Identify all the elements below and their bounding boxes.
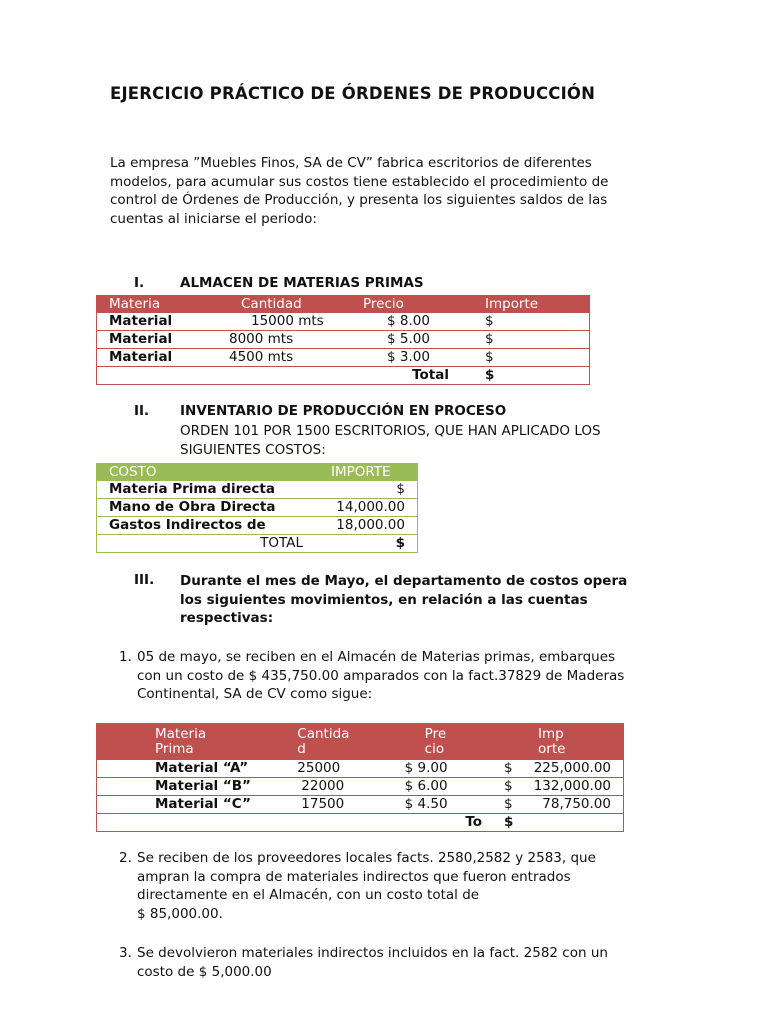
total-value: $	[319, 535, 418, 553]
list-line: costo de $ 5,000.00	[137, 963, 272, 980]
cell	[97, 367, 230, 385]
col-header: Materia	[97, 296, 230, 314]
cell	[522, 814, 624, 832]
cell: $	[492, 778, 522, 796]
cell: Material “A”	[97, 760, 286, 778]
list-line: Se devolvieron materiales indirectos incluidos en la fact. 2582 con un	[137, 945, 608, 961]
table-header-row	[97, 296, 590, 314]
cell	[97, 814, 286, 832]
cell	[285, 814, 386, 832]
cell: Mano de Obra Directa	[97, 499, 320, 517]
embarques-table	[96, 723, 624, 832]
cell: $ 8.00	[351, 313, 473, 331]
cell: Material	[97, 313, 230, 331]
list-line: con un costo de $ 435,750.00 amparados con la fact.37829 de Maderas	[137, 667, 625, 684]
col-header: COSTO	[97, 464, 320, 482]
list-number: 1.	[119, 649, 132, 665]
list-line: directamente en el Almacén, con un costo total de	[137, 887, 480, 903]
cell: Materia Prima directa	[97, 481, 320, 499]
list-item-3	[119, 944, 679, 984]
cell: $	[492, 796, 522, 814]
cell: $ 4.50	[387, 796, 492, 814]
list-line: Se reciben de los proveedores locales facts. 2580,2582 y 2583, que	[137, 850, 596, 866]
col-header: Precio	[351, 296, 473, 314]
cell: 17500	[285, 796, 386, 814]
table-row	[97, 778, 624, 796]
total-label: To	[387, 814, 492, 832]
table-header-row	[97, 724, 624, 761]
intro-line: La empresa ”Muebles Finos, SA de CV” fabrica escritorios de diferentes	[110, 155, 592, 171]
section-3-number: III.	[134, 572, 155, 588]
section-1-number: I.	[134, 275, 145, 291]
total-label: TOTAL	[97, 535, 320, 553]
section-2-subtitle: ORDEN 101 POR 1500 ESCRITORIOS, QUE HAN APLICADO LOS	[180, 423, 601, 439]
table-row	[97, 760, 624, 778]
cell: Material	[97, 349, 230, 367]
cell: Gastos Indirectos de	[97, 517, 320, 535]
cell: $ 6.00	[387, 778, 492, 796]
cell: $	[319, 481, 418, 499]
section-2-subtitle: SIGUIENTES COSTOS:	[180, 442, 326, 458]
cell: $	[473, 313, 590, 331]
total-value: $	[473, 367, 590, 385]
list-line: 05 de mayo, se reciben en el Almacén de Materias primas, embarques	[137, 649, 616, 665]
col-header: Importe	[473, 296, 590, 314]
table-total-row	[97, 535, 418, 553]
document-title: EJERCICIO PRÁCTICO DE ÓRDENES DE PRODUCCIÓN	[110, 84, 596, 103]
table-total-row	[97, 367, 590, 385]
materias-primas-table	[96, 295, 590, 385]
intro-line: cuentas al iniciarse el periodo:	[110, 210, 317, 227]
intro-paragraph	[110, 154, 650, 228]
cell: 25000	[285, 760, 386, 778]
cell: $	[492, 760, 522, 778]
total-value: $	[492, 814, 522, 832]
cell: Material “B”	[97, 778, 286, 796]
cell: $	[473, 349, 590, 367]
table-row	[97, 331, 590, 349]
total-label: Total	[351, 367, 473, 385]
list-text	[137, 849, 657, 923]
table-total-row	[97, 814, 624, 832]
table-row	[97, 349, 590, 367]
col-header: Imp orte	[492, 724, 623, 761]
col-header: IMPORTE	[319, 464, 418, 482]
cell: 18,000.00	[319, 517, 418, 535]
table-row	[97, 313, 590, 331]
section-1-title: ALMACEN DE MATERIAS PRIMAS	[180, 275, 424, 291]
cell: 132,000.00	[522, 778, 624, 796]
section-2-number: II.	[134, 403, 150, 419]
cell: 225,000.00	[522, 760, 624, 778]
cell: 8000 mts	[229, 331, 351, 349]
section-3-text	[180, 572, 627, 628]
intro-line: modelos, para acumular sus costos tiene establecido el procedimiento de	[110, 173, 609, 190]
table-header-row	[97, 464, 418, 482]
cell: 78,750.00	[522, 796, 624, 814]
list-item-1	[119, 648, 679, 708]
table-row	[97, 796, 624, 814]
list-item-2	[119, 849, 679, 925]
list-text	[137, 944, 657, 981]
costos-table	[96, 463, 418, 553]
table-row	[97, 517, 418, 535]
cell: Material “C”	[97, 796, 286, 814]
cell: $ 9.00	[387, 760, 492, 778]
list-line: Continental, SA de CV como sigue:	[137, 686, 373, 702]
section-3-line: Durante el mes de Mayo, el departamento de costos opera	[180, 573, 628, 589]
list-text	[137, 648, 657, 704]
cell: 22000	[285, 778, 386, 796]
list-number: 3.	[119, 945, 132, 961]
cell: $ 3.00	[351, 349, 473, 367]
cell: 15000 mts	[229, 313, 351, 331]
table-row	[97, 481, 418, 499]
col-header: Pre cio	[387, 724, 492, 761]
cell	[229, 367, 351, 385]
cell: Material	[97, 331, 230, 349]
section-3-line: respectivas:	[180, 610, 274, 626]
col-header: Cantida d	[285, 724, 386, 761]
section-3-line: los siguientes movimientos, en relación a las cuentas	[180, 591, 588, 608]
cell: $	[473, 331, 590, 349]
col-header: Materia Prima	[97, 724, 286, 761]
table-row	[97, 499, 418, 517]
col-header: Cantidad	[229, 296, 351, 314]
cell: 4500 mts	[229, 349, 351, 367]
list-number: 2.	[119, 850, 132, 866]
list-line: $ 85,000.00.	[137, 905, 223, 922]
cell: 14,000.00	[319, 499, 418, 517]
list-line: ampran la compra de materiales indirectos que fueron entrados	[137, 868, 571, 885]
intro-line: control de Órdenes de Producción, y presenta los siguientes saldos de las	[110, 192, 608, 208]
cell: $ 5.00	[351, 331, 473, 349]
section-2-title: INVENTARIO DE PRODUCCIÓN EN PROCESO	[180, 403, 507, 419]
